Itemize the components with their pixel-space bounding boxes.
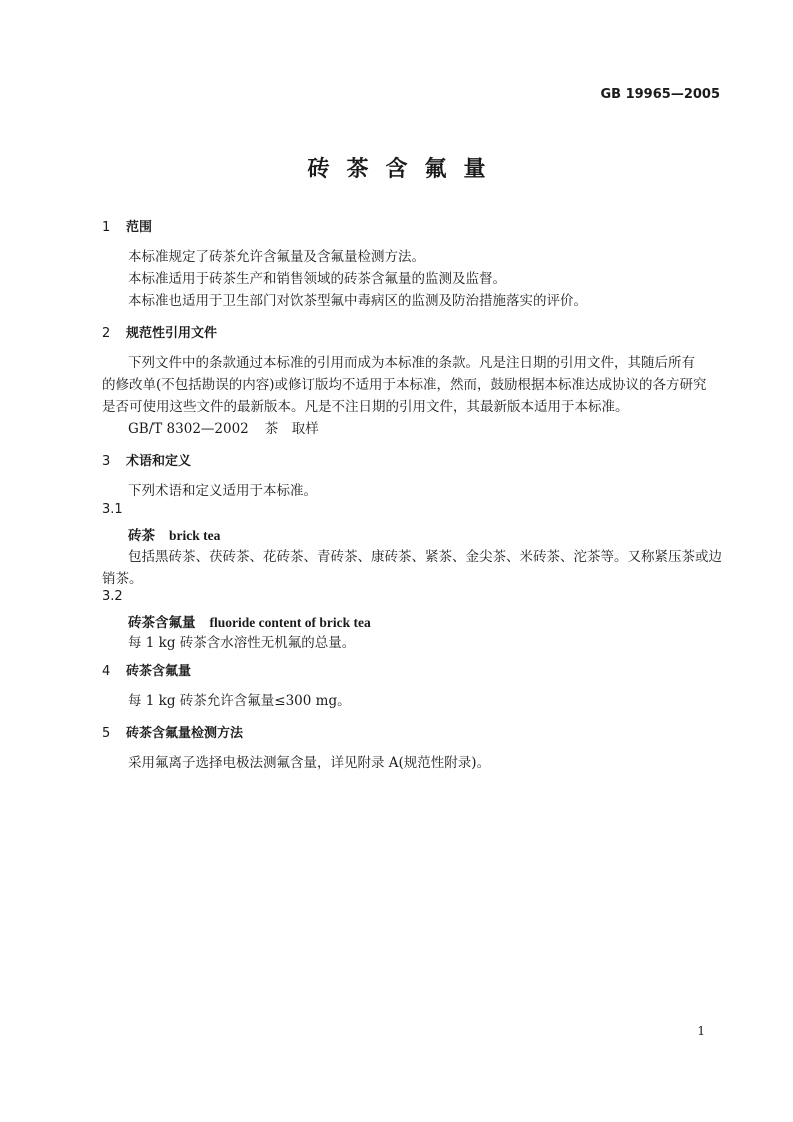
section-title: 砖茶含氟量检测方法 [126, 726, 244, 741]
reference-code: GB/T 8302—2002 [128, 421, 249, 437]
normative-ref-line-1: 下列文件中的条款通过本标准的引用而成为本标准的条款。凡是注日期的引用文件，其随后所有 [128, 355, 695, 371]
reference-entry [128, 418, 319, 440]
term-en: fluoride content of brick tea [209, 615, 371, 630]
normative-ref-line-2: 的修改单(不包括勘误的内容)或修订版均不适用于本标准，然而，鼓励根据本标准达成协议的各方研究 [102, 377, 707, 393]
term-3-1-definition-line-2: 销茶。 [102, 571, 143, 587]
terms-intro: 下列术语和定义适用于本标准。 [128, 483, 317, 499]
term-en: brick tea [169, 528, 221, 543]
term-3-1-definition-line-1: 包括黑砖茶、茯砖茶、花砖茶、青砖茶、康砖茶、紧茶、金尖茶、米砖茶、沱茶等。又称紧压茶或边 [128, 549, 722, 565]
section-number: 5 [102, 726, 111, 741]
test-method-text: 采用氟离子选择电极法测氟含量，详见附录 A(规范性附录)。 [128, 755, 491, 771]
scope-paragraph-3: 本标准也适用于卫生部门对饮茶型氟中毒病区的监测及防治措施落实的评价。 [128, 293, 587, 309]
scope-paragraph-2: 本标准适用于砖茶生产和销售领域的砖茶含氟量的监测及监督。 [128, 271, 506, 287]
term-3-2 [128, 611, 371, 631]
term-number: 3.1 [102, 502, 123, 517]
section-number: 2 [102, 326, 111, 341]
section-number: 4 [102, 664, 111, 679]
section-4-heading [102, 660, 191, 679]
section-1-heading [102, 216, 152, 235]
section-3-heading [102, 450, 191, 469]
reference-name: 茶 取样 [264, 421, 319, 437]
document-title: 砖茶含氟量 [307, 157, 503, 182]
term-number: 3.2 [102, 589, 123, 604]
section-title: 术语和定义 [126, 454, 192, 469]
section-number: 1 [102, 220, 111, 235]
term-zh: 砖茶含氟量 [128, 615, 196, 631]
section-5-heading [102, 722, 243, 741]
section-title: 砖茶含氟量 [126, 664, 192, 679]
section-2-heading [102, 322, 217, 341]
fluoride-limit-text: 每 1 kg 砖茶允许含氟量≤300 mg。 [128, 693, 351, 709]
term-3-2-definition: 每 1 kg 砖茶含水溶性无机氟的总量。 [128, 635, 356, 651]
standard-code: GB 19965—2005 [600, 87, 720, 102]
section-title: 范围 [126, 220, 153, 235]
section-title: 规范性引用文件 [126, 326, 218, 341]
section-number: 3 [102, 454, 111, 469]
scope-paragraph-1: 本标准规定了砖茶允许含氟量及含氟量检测方法。 [128, 249, 425, 265]
page-number: 1 [697, 1024, 705, 1038]
term-3-1 [128, 524, 220, 544]
term-zh: 砖茶 [128, 528, 155, 544]
normative-ref-line-3: 是否可使用这些文件的最新版本。凡是不注日期的引用文件，其最新版本适用于本标准。 [102, 399, 629, 415]
